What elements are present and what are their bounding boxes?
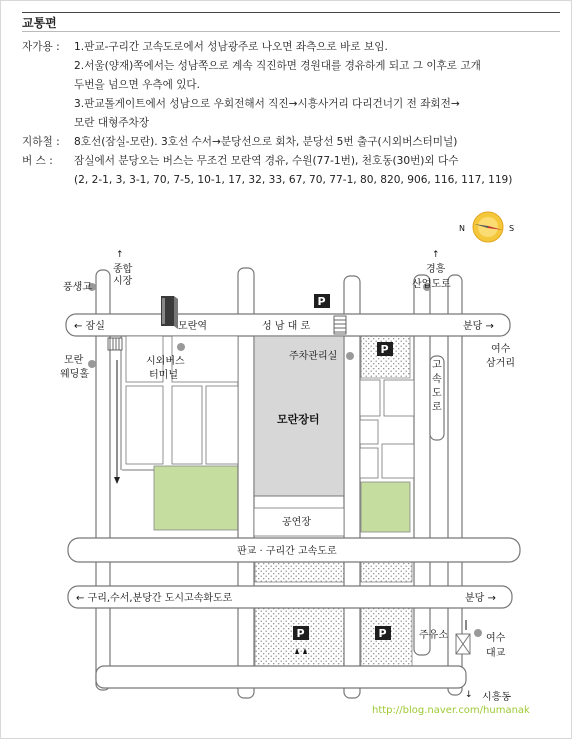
parking-office-label: 주차관리실 [289, 351, 338, 362]
section-title: 교통편 [22, 16, 57, 30]
pangyo-guri-label: 판교 · 구리간 고속도로 [237, 546, 337, 557]
moran-station-label: 모란역 [178, 321, 207, 332]
car-line: 모란 대형주차장 [74, 117, 150, 129]
watermark: http://blog.naver.com/humanak [372, 705, 530, 716]
parking-icon [314, 294, 330, 308]
subway-label: 지하철 : [22, 136, 60, 148]
bus-label: 버 스 : [22, 155, 53, 167]
gyeongho-label: 산업도로 [412, 279, 451, 290]
parking-icon [293, 626, 309, 640]
car-line: 1.판교-구리간 고속도로에서 성남광주로 나오면 좌측으로 바로 보임. [74, 41, 388, 53]
subway-text: 8호선(잠실-모란). 3호선 수서→분당선으로 회차, 분당선 5번 출구(시외버스터미널) [74, 136, 458, 148]
siheung-label: 시흥동 [482, 692, 511, 703]
city-highway-label: ← 구리,수서,분당간 도시고속화도로 [76, 593, 233, 604]
moran-market-label: 모란장터 [277, 413, 320, 426]
car-line: 2.서울(양재)쪽에서는 성남쪽으로 계속 직진하면 경원대를 경유하게 되고 그 이후로 고개 [74, 60, 481, 72]
parking-icon [377, 342, 393, 356]
yeosu-bridge-label: 여수 [486, 633, 506, 644]
compass-icon [459, 212, 514, 242]
svg-text:P: P [378, 627, 387, 640]
walk-arrow-icon [114, 477, 120, 484]
bus-terminal-label: 터미널 [149, 370, 178, 381]
wedding-hall-label: 모란 [64, 355, 84, 366]
bundang-label: 분당 → [465, 593, 496, 604]
jonghap-label: 종합 [113, 264, 133, 275]
bus-line: 잠실에서 분당오는 버스는 무조건 모란역 경유, 수원(77-1번), 천호동(30번)외 다수 [74, 155, 459, 167]
yeosu-bridge-label: 대교 [486, 648, 506, 659]
car-line: 두번을 넘으면 우측에 있다. [74, 79, 201, 91]
jamsil-label: ← 잠실 [74, 321, 105, 332]
arrow-up-icon: ↑ [432, 250, 440, 260]
seongnam-road-label: 성 남 대 로 [262, 321, 311, 332]
compass-s: S [509, 224, 515, 233]
gas-station-label: 주유소 [419, 630, 448, 641]
arrow-up-icon: ↑ [116, 250, 124, 260]
bus-line: (2, 2-1, 3, 3-1, 70, 7-5, 10-1, 17, 32, 33, 67, 70, 77-1, 80, 820, 906, 116, 117, 119) [74, 174, 513, 186]
wedding-hall-label: 웨딩홀 [60, 369, 89, 380]
gas-station-icon [456, 634, 470, 654]
car-label: 자가용 : [22, 41, 60, 53]
jonghap-label: 시장 [113, 276, 133, 287]
arrow-down-icon: ↓ [465, 690, 473, 700]
bus-terminal-label: 시외버스 [146, 356, 185, 367]
highway-vertical-label: 고 속 도 로 [432, 360, 442, 413]
svg-text:P: P [296, 627, 305, 640]
gyeongho-label: 경흥 [426, 264, 446, 275]
bundang-label: 분당 → [463, 321, 494, 332]
car-line: 3.판교톨게이트에서 성남으로 우회전해서 직진→시흥사거리 다리건너기 전 좌회전→ [74, 98, 460, 110]
svg-text:P: P [317, 295, 326, 308]
yeosu-label: 여수 [491, 344, 511, 355]
pungsaeng-label: 풍생고 [63, 282, 92, 293]
parking-icon [375, 626, 391, 640]
svg-text:P: P [380, 343, 389, 356]
yeosu-label: 삼거리 [486, 358, 515, 369]
station-building-icon [161, 296, 178, 329]
plaza-label: 공연장 [282, 517, 311, 528]
compass-n: N [459, 224, 465, 233]
